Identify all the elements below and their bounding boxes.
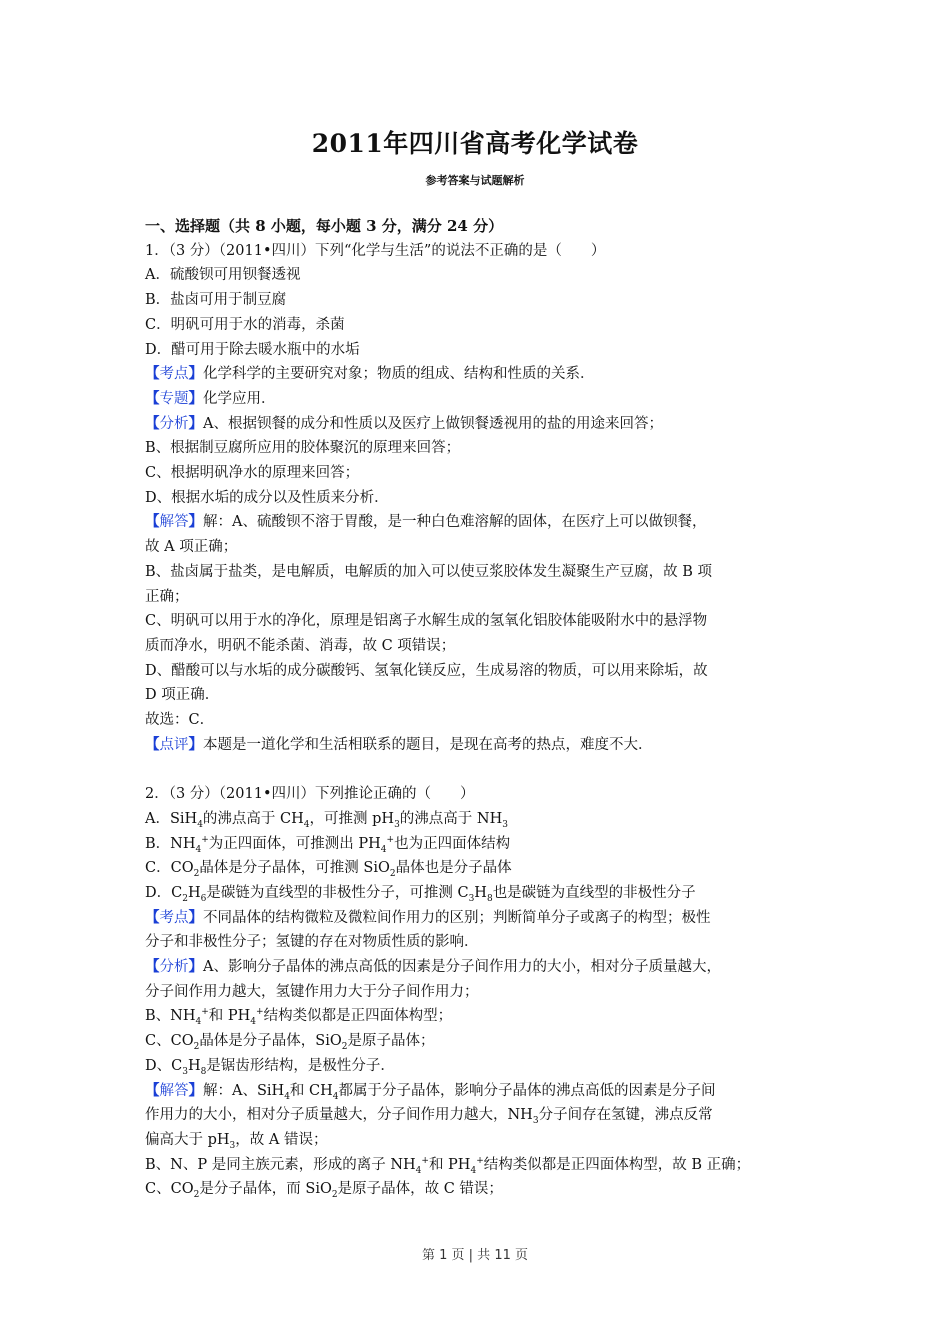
q1-jieda-line: B、盐卤属于盐类，是电解质，电解质的加入可以使豆浆胶体发生凝聚生产豆腐，故 B 项 — [145, 563, 713, 580]
tag-dianping: 【点评】 — [145, 735, 203, 753]
q2-fenxi-d: D、$C_3H_8$是锯齿形结构，是极性分子． — [145, 1057, 395, 1077]
tag-zhuanti: 【专题】 — [145, 389, 203, 407]
tag-fenxi: 【分析】 — [145, 414, 203, 432]
q2-jieda-line: 偏高大于 $pH_3$，故 A 错误； — [145, 1132, 328, 1151]
q1-stem: 1．（3 分）（2011•四川）下列“化学与生活”的说法不正确的是（ ） — [145, 242, 606, 259]
q1-jieda-line: C、明矾可以用于水的净化，原理是铝离子水解生成的氢氧化铝胶体能吸附水中的悬浮物 — [145, 613, 708, 630]
q2-option-c: C．$CO_2$晶体是分子晶体，可推测 SiO$_2$晶体也是分子晶体 — [145, 860, 512, 880]
q1-option-b: B．盐卤可用于制豆腐 — [145, 292, 287, 309]
q2-option-b: B．$NH_4^+$为正四面体，可推测出 $PH_4^+$也为正四面体结构 — [145, 834, 511, 855]
q2-jieda-line: 作用力的大小，相对分子质量越大，分子间作用力越大，$NH_3$分子间存在氢键，沸点反常 — [145, 1107, 713, 1127]
q2-kaodian: 【考点】不同晶体的结构微粒及微粒间作用力的区别；判断简单分子或离子的构型；极性 — [145, 908, 711, 926]
tag-jieda: 【解答】 — [145, 1081, 203, 1099]
q2-jieda-b: B、N、P 是同主族元素，形成的离子 $NH_4^+$和 $PH_4^+$结构类似都是正四面体构型，故 B 正确； — [145, 1155, 751, 1176]
q1-fenxi: 【分析】A、根据钡餐的成分和性质以及医疗上做钡餐透视用的盐的用途来回答； — [145, 414, 663, 432]
q2-fenxi-b: B、$NH_4^+$和 $PH_4^+$结构类似都是正四面体构型； — [145, 1007, 453, 1028]
q1-jieda-line: 故 A 项正确； — [145, 539, 238, 556]
q1-kaodian: 【考点】化学科学的主要研究对象；物质的组成、结构和性质的关系． — [145, 365, 595, 383]
q2-jieda-c: C、$CO_2$是分子晶体，而 SiO$_2$是原子晶体，故 C 错误； — [145, 1181, 503, 1201]
q1-zhuanti: 【专题】化学应用． — [145, 389, 276, 407]
q1-jieda-line: D 项正确． — [145, 687, 220, 704]
q1-option-c: C．明矾可用于水的消毒，杀菌 — [145, 316, 345, 333]
q1-fenxi-line: C、根据明矾净水的原理来回答； — [145, 465, 360, 482]
tag-kaodian: 【考点】 — [145, 365, 203, 383]
q2-jieda: 【解答】解：A、SiH$_4$和 $CH_4$都属于分子晶体，影响分子晶体的沸点高低的因素是分子间 — [145, 1081, 716, 1102]
page-subtitle: 参考答案与试题解析 — [425, 174, 525, 187]
q1-jieda: 【解答】解：A、硫酸钡不溶于胃酸，是一种白色难溶解的固体，在医疗上可以做钡餐， — [145, 513, 707, 531]
tag-kaodian: 【考点】 — [145, 908, 203, 926]
tag-fenxi: 【分析】 — [145, 958, 203, 976]
document-body — [145, 214, 805, 1202]
question-spacer — [145, 757, 805, 782]
q1-jieda-line: D、醋酸可以与水垢的成分碳酸钙、氢氧化镁反应，生成易溶的物质，可以用来除垢，故 — [145, 662, 708, 679]
q2-stem: 2．（3 分）（2011•四川）下列推论正确的（ ） — [145, 786, 475, 803]
q1-jieda-line: 正确； — [145, 588, 189, 605]
q2-kaodian-cont: 分子和非极性分子；氢键的存在对物质性质的影响． — [145, 934, 479, 951]
page-footer: 第 1 页 | 共 11 页 — [422, 1248, 528, 1263]
q2-option-a: A．SiH$_4$的沸点高于 $CH_4$，可推测 $pH_3$的沸点高于 $NH_3$ — [145, 810, 508, 830]
q1-option-d: D．醋可用于除去暖水瓶中的水垢 — [145, 341, 360, 358]
q1-fenxi-line: B、根据制豆腐所应用的胶体聚沉的原理来回答； — [145, 440, 461, 457]
q1-dianping: 【点评】本题是一道化学和生活相联系的题目，是现在高考的热点，难度不大． — [145, 735, 653, 753]
q2-option-d: D．$C_2H_6$是碳链为直线型的非极性分子，可推测 $C_3H_8$也是碳链为直线型的非极性分子 — [145, 884, 696, 904]
q1-fenxi-line: D、根据水垢的成分以及性质来分析． — [145, 489, 389, 506]
q1-jieda-line: 质而净水，明矾不能杀菌、消毒，故 C 项错误； — [145, 637, 456, 654]
q1-answer: 故选：C． — [145, 712, 215, 729]
q2-fenxi: 【分析】A、影响分子晶体的沸点高低的因素是分子间作用力的大小，相对分子质量越大， — [145, 958, 721, 976]
section-heading: 一、选择题（共 8 小题，每小题 3 分，满分 24 分） — [145, 217, 504, 235]
q2-fenxi-cont: 分子间作用力越大，氢键作用力大于分子间作用力； — [145, 983, 479, 1000]
tag-jieda: 【解答】 — [145, 513, 203, 531]
q1-option-a: A．硫酸钡可用钡餐透视 — [145, 267, 301, 284]
q2-fenxi-c: C、$CO_2$晶体是分子晶体，SiO$_2$是原子晶体； — [145, 1033, 435, 1053]
page-title: 2011年四川省高考化学试卷 — [311, 129, 639, 158]
